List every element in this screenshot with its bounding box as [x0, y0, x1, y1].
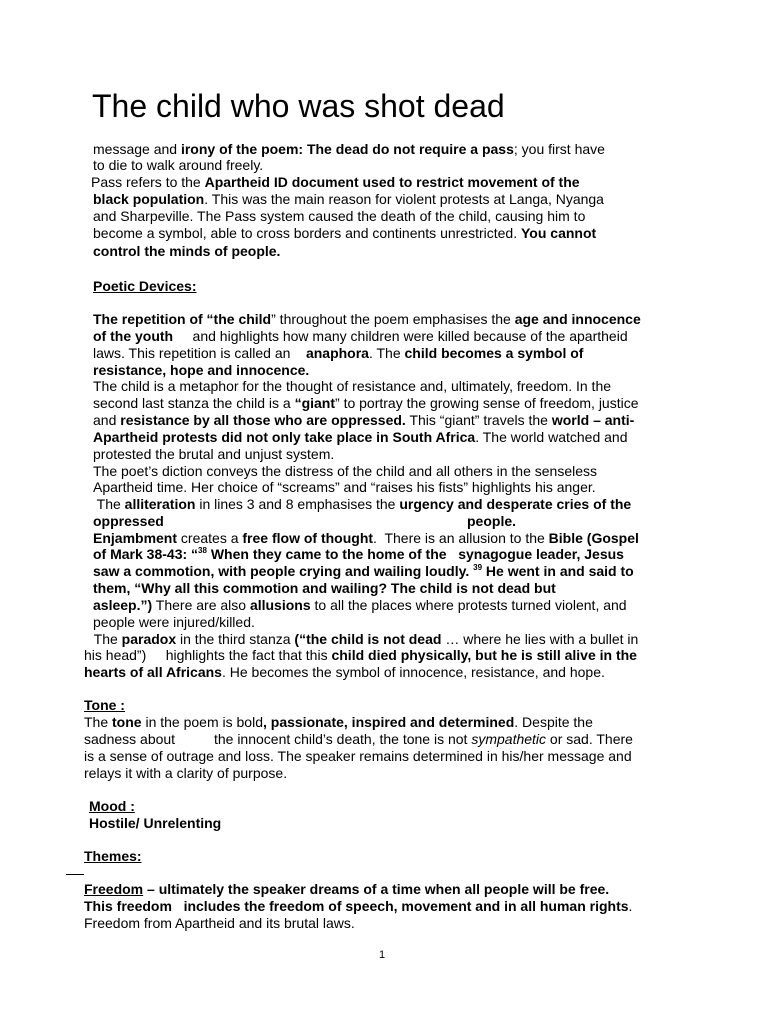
text-segment: of Mark 38-43: “ — [93, 546, 199, 562]
text-line — [93, 328, 628, 345]
text-segment: irony of the poem: The dead do not require a pass — [180, 141, 514, 157]
text-segment: ” throughout the poem emphasises the — [271, 311, 515, 327]
text-segment: is a sense of outrage and loss. The speaker remains determined in his/her message and — [84, 748, 632, 764]
text-segment: . He becomes the symbol of innocence, resistance, and hope. — [221, 664, 605, 680]
text-line — [93, 429, 627, 446]
text-segment: second last stanza the child is a — [93, 395, 295, 411]
text-segment: Pass refers to the — [91, 174, 205, 190]
text-line — [93, 563, 634, 580]
text-line — [84, 881, 609, 898]
text-segment: He went in and said to — [482, 563, 634, 579]
text-segment: to die to walk around freely. — [93, 157, 264, 173]
text-segment: child died physically, but he is still alive in the — [331, 647, 637, 663]
text-segment: urgency and desperate cries of the — [399, 496, 632, 512]
text-segment: asleep.”) — [93, 597, 153, 613]
text-line — [93, 614, 255, 631]
text-segment: . Despite the — [514, 714, 593, 730]
text-segment: sympathetic — [471, 731, 547, 747]
text-line — [90, 631, 638, 648]
text-line — [93, 243, 280, 260]
text-segment: . The world watched and — [475, 429, 628, 445]
text-line — [93, 157, 263, 174]
text-segment: to all the places where protests turned violent, and — [310, 597, 627, 613]
text-segment: people. — [467, 513, 517, 529]
text-segment: resistance, hope and innocence. — [93, 362, 310, 378]
text-segment: There are also — [152, 597, 250, 613]
document-title: The child who was shot dead — [92, 88, 505, 124]
text-line — [93, 597, 627, 614]
text-segment: Themes: — [84, 848, 142, 864]
text-line — [93, 311, 641, 328]
text-line — [84, 748, 632, 765]
text-segment: When they came to the home of the synagogue leader, Jesus — [206, 546, 624, 562]
text-line — [93, 191, 604, 208]
text-segment: You cannot — [521, 225, 597, 241]
text-segment: Enjambment — [93, 530, 178, 546]
text-line — [93, 496, 631, 513]
text-line — [84, 765, 287, 782]
text-line — [93, 479, 596, 496]
text-segment: people were injured/killed. — [93, 614, 255, 630]
text-segment: them, “Why all this commotion and wailing? The child is not dead but — [93, 580, 556, 596]
text-line — [93, 345, 583, 362]
text-line — [93, 530, 639, 547]
text-segment: Freedom — [84, 881, 144, 897]
text-line — [93, 412, 634, 429]
text-segment: , passionate, inspired and determined — [262, 714, 515, 730]
text-line — [93, 208, 585, 225]
text-segment: in the third stanza — [176, 631, 295, 647]
text-segment: world – anti- — [551, 412, 635, 428]
text-line — [84, 731, 633, 748]
page-number: 1 — [379, 949, 386, 961]
text-segment: hearts of all Africans — [84, 664, 222, 680]
text-line — [93, 463, 597, 480]
text-segment: and highlights how many children were killed because of the apartheid — [173, 328, 628, 344]
text-segment: sadness about the innocent child’s death, the tone is not — [84, 731, 472, 747]
text-segment: Apartheid ID document used to restrict movement of the — [204, 174, 580, 190]
text-segment: 39 — [473, 563, 483, 572]
text-line — [93, 546, 624, 563]
text-segment: his head”) highlights the fact that this — [84, 647, 332, 663]
text-segment: relays it with a clarity of purpose. — [84, 765, 288, 781]
text-segment: alliteration — [124, 496, 196, 512]
text-segment: allusions — [249, 597, 311, 613]
text-segment: anaphora — [305, 345, 369, 361]
text-segment: Tone : — [84, 697, 125, 713]
text-segment: Apartheid time. Her choice of “screams” and “raises his fists” highlights his anger. — [93, 479, 596, 495]
text-segment: (“the child is not dead — [294, 631, 442, 647]
text-line — [93, 580, 556, 597]
text-segment: and Sharpeville. The Pass system caused the death of the child, causing him to — [93, 208, 586, 224]
text-line — [93, 141, 605, 158]
text-line — [93, 278, 197, 295]
text-segment: The — [84, 714, 113, 730]
text-segment: saw a commotion, with people crying and wailing loudly. — [93, 563, 474, 579]
text-segment: of the youth — [93, 328, 174, 344]
text-line — [84, 647, 637, 664]
text-segment: This freedom includes the freedom of speech, movement and in all human rights — [84, 898, 629, 914]
text-line — [467, 513, 516, 530]
text-segment: “giant — [294, 395, 336, 411]
text-line — [84, 915, 355, 932]
text-segment: Bible (Gospel — [548, 530, 639, 546]
text-line — [93, 378, 611, 395]
text-segment: message and — [93, 141, 181, 157]
text-segment: become a symbol, able to cross borders and continents unrestricted. — [93, 225, 521, 241]
text-segment: The repetition of “the child — [93, 311, 272, 327]
text-segment: ; you first have — [513, 141, 605, 157]
text-segment: Poetic Devices: — [93, 278, 197, 294]
text-segment: Hostile/ Unrelenting — [89, 815, 222, 831]
text-line — [93, 513, 164, 530]
text-segment: protested the brutal and unjust system. — [93, 446, 335, 462]
text-line — [84, 697, 125, 714]
text-segment: and — [93, 412, 121, 428]
text-segment: Freedom from Apartheid and its brutal laws. — [84, 915, 355, 931]
text-segment: tone — [112, 714, 142, 730]
text-segment: Mood : — [89, 798, 135, 814]
text-segment: . There is an allusion to the — [373, 530, 549, 546]
text-segment: The — [90, 631, 122, 647]
text-segment: . — [628, 898, 633, 914]
text-line — [93, 225, 596, 242]
text-segment: ” to portray the growing sense of freedom, justice — [335, 395, 639, 411]
text-segment: in lines 3 and 8 emphasises the — [195, 496, 400, 512]
text-segment: laws. This repetition is called an — [93, 345, 306, 361]
text-line — [84, 898, 632, 915]
text-segment: in the poem is bold — [141, 714, 263, 730]
text-line — [84, 714, 593, 731]
text-segment: control the minds of people. — [93, 243, 281, 259]
text-segment: The poet’s diction conveys the distress of the child and all others in the senseless — [93, 463, 598, 479]
text-segment: . This was the main reason for violent protests at Langa, Nyanga — [204, 191, 604, 207]
text-segment: Apartheid protests did not only take place in South Africa — [93, 429, 476, 445]
text-segment: … where he lies with a bullet in — [441, 631, 639, 647]
text-segment: 38 — [198, 546, 207, 555]
text-segment: black population — [93, 191, 205, 207]
text-segment: resistance by all those who are oppressed. — [120, 412, 406, 428]
text-segment: oppressed — [93, 513, 164, 529]
text-line — [93, 446, 334, 463]
text-line — [84, 664, 605, 681]
text-segment: The child is a metaphor for the thought of resistance and, ultimately, freedom. In the — [93, 378, 612, 394]
text-segment: free flow of thought — [242, 530, 374, 546]
text-line — [93, 395, 639, 412]
text-line — [93, 362, 309, 379]
text-line — [84, 848, 142, 865]
text-segment: child becomes a symbol of — [404, 345, 584, 361]
text-segment: This “giant” travels the — [405, 412, 552, 428]
margin-dash — [66, 874, 84, 875]
text-line — [91, 174, 580, 191]
text-segment: age and innocence — [514, 311, 641, 327]
text-line — [89, 798, 135, 815]
text-segment: creates a — [177, 530, 243, 546]
text-line — [89, 815, 221, 832]
text-segment: or sad. There — [546, 731, 633, 747]
text-segment: – ultimately the speaker dreams of a time when all people will be free. — [143, 881, 610, 897]
text-segment: . The — [368, 345, 405, 361]
text-segment: paradox — [121, 631, 177, 647]
text-segment: The — [93, 496, 125, 512]
